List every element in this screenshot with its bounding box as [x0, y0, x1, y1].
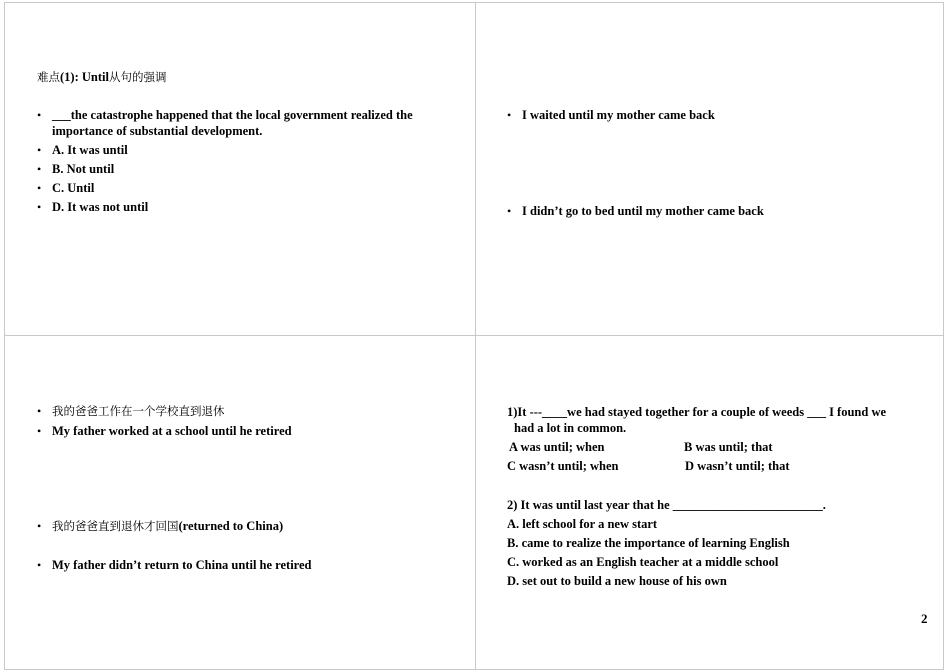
bullet-dot: • [37, 181, 42, 195]
q2-option-a: A. left school for a new start [507, 517, 658, 531]
slide3-en-sentence-2: My father didn’t return to China until he retired [52, 558, 312, 572]
slide3-cn-sentence-1: 我的爸爸工作在一个学校直到退休 [52, 404, 225, 418]
q1-stem-line2: had a lot in common. [514, 421, 627, 435]
bullet-dot: • [37, 558, 42, 572]
slide3-cn-sentence-2 [52, 518, 283, 534]
q2-option-b: B. came to realize the importance of learning English [507, 536, 790, 550]
slide1-question: ___the catastrophe happened that the local government realized the importance of substantial development. [52, 108, 413, 138]
q1-option-b: B was until; that [684, 440, 773, 454]
option-b: B. Not until [52, 162, 115, 176]
slide1-heading [37, 69, 166, 85]
bullet-dot: • [37, 200, 42, 214]
heading-cn: 难点 [37, 70, 60, 84]
bullet-dot: • [37, 162, 42, 176]
bullet-dot: • [507, 204, 512, 218]
slide3-en-sentence-1: My father worked at a school until he retired [52, 424, 292, 438]
q1-option-a: A was until; when [509, 440, 605, 454]
slide2-sentence-2: I didn’t go to bed until my mother came back [522, 204, 764, 218]
slide2-sentence-1: I waited until my mother came back [522, 108, 715, 122]
heading-en: Until [81, 70, 109, 84]
q1-stem-line1: 1)It ---____we had stayed together for a couple of weeds ___ I found we [507, 405, 887, 419]
bullet-dot: • [37, 404, 42, 418]
bullet-dot: • [37, 519, 42, 533]
heading-cn2: 从句的强调 [108, 70, 167, 84]
bullet-dot: • [37, 143, 42, 157]
page-number: 2 [921, 611, 928, 626]
bullet-dot: • [37, 424, 42, 438]
bullet-dot: • [507, 108, 512, 122]
q1-option-c: C wasn’t until; when [507, 459, 619, 473]
q2-option-c: C. worked as an English teacher at a middle school [507, 555, 779, 569]
en-part: (returned to China) [178, 519, 284, 533]
heading-num: (1) [60, 70, 75, 84]
horizontal-divider [4, 335, 944, 336]
q2-stem: 2) It was until last year that he ________________________. [507, 498, 826, 512]
option-d: D. It was not until [52, 200, 149, 214]
cn-part: 我的爸爸直到退休才回国 [52, 519, 179, 533]
vertical-divider [475, 2, 476, 670]
option-c: C. Until [52, 181, 95, 195]
bullet-dot: • [37, 108, 42, 122]
option-a: A. It was until [52, 143, 128, 157]
q2-option-d: D. set out to build a new house of his own [507, 574, 727, 588]
q1-option-d: D wasn’t until; that [685, 459, 790, 473]
heading-sep: : [74, 70, 82, 84]
